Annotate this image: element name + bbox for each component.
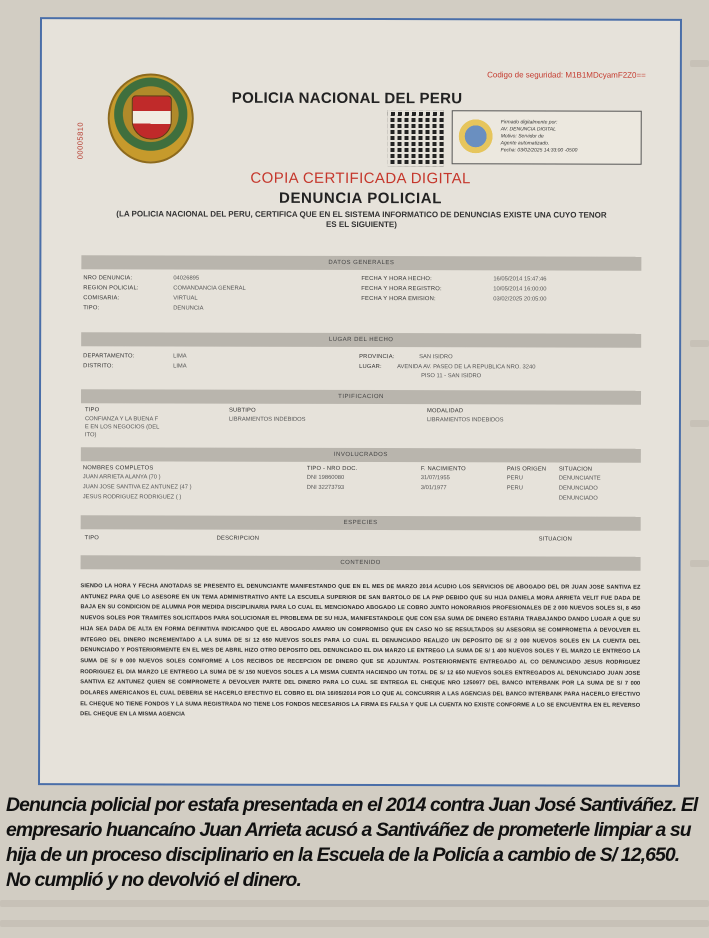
section-header: INVOLUCRADOS (81, 447, 641, 462)
field-label: DEPARTAMENTO: (83, 353, 135, 360)
table-cell: JUAN JOSE SANTIVA EZ ANTUNEZ (47 ) (82, 484, 192, 491)
field-label: TIPO: (83, 305, 100, 312)
field-value: PISO 11 - SAN ISIDRO (421, 373, 482, 380)
background-text-line (0, 920, 709, 927)
field-label: LUGAR: (359, 363, 382, 371)
field-value: E EN LOS NEGOCIOS (DEL (84, 424, 160, 431)
column-header: TIPO (84, 535, 99, 542)
photo-caption: Denuncia policial por estafa presentada en el 2014 contra Juan José Santiváñez. El empresario huancaíno Juan Arrieta acusó a Santiváñez de prometerle limpiar a su hija de un proceso disciplinario en la Escuela de la Policía a cambio de S/ 12,650. No cumplió y no devolvió el dinero. (6, 794, 698, 891)
field-value: SAN ISIDRO (419, 354, 453, 361)
column-header: SITUACION (538, 536, 573, 543)
certified-copy-label: COPIA CERTIFICADA DIGITAL (250, 169, 471, 188)
section-header: CONTENIDO (81, 555, 641, 570)
field-label: PROVINCIA: (359, 353, 395, 361)
document-title: DENUNCIA POLICIAL (279, 189, 443, 208)
field-label: FECHA Y HORA REGISTRO: (361, 286, 442, 293)
background-text-line (690, 560, 709, 567)
police-seal-icon (108, 73, 194, 163)
field-value: DENUNCIA (173, 305, 204, 312)
column-header: MODALIDAD (426, 408, 464, 415)
section-header: TIPIFICACION (81, 389, 641, 404)
column-header: F. NACIMIENTO (420, 466, 466, 473)
column-header: PAIS ORIGEN (506, 466, 547, 473)
table-cell: JUAN ARRIETA ALANYA (70 ) (82, 474, 161, 481)
table-cell: DENUNCIANTE (558, 475, 601, 482)
table-cell: 3/01/1977 (420, 485, 447, 492)
table-cell: 31/07/1955 (420, 475, 450, 482)
field-value: 10/05/2014 16:00:00 (493, 286, 547, 293)
table-cell: DENUNCIADO (558, 485, 598, 492)
field-value: CONFIANZA Y LA BUENA F (84, 416, 159, 423)
table-cell: DNI 32273793 (306, 484, 345, 491)
document-subtitle: (LA POLICIA NACIONAL DEL PERU, CERTIFICA QUE EN EL SISTEMA INFORMATICO DE DENUNCIAS EXISTE UNA CUYO TENOR ES EL SIGUIENTE) (116, 209, 607, 230)
signature-lines: Firmado digitalmente por: AV. DENUNCIA DIGITAL Motivo: Servidor de Agente automatizado. Fecha: 03/02/2025 14:33:00 -0500 (500, 119, 578, 154)
field-label: REGION POLICIAL: (83, 285, 139, 292)
field-value: LIMA (173, 353, 187, 360)
field-value: 03/02/2025 20:05:00 (493, 296, 547, 303)
field-label: NRO DENUNCIA: (83, 275, 133, 282)
column-header: SUBTIPO (228, 407, 256, 414)
section-header: DATOS GENERALES (81, 255, 641, 270)
shield-icon (132, 95, 172, 139)
background-text-line (690, 60, 709, 67)
report-content-text: SIENDO LA HORA Y FECHA ANOTADAS SE PRESENTO EL DENUNCIANTE MANIFESTANDO QUE EN EL MES DE MARZO 2014 ACUDIO LOS SERVICIOS DE ABOGADO DEL DR JUAN JOSE SANTIVA EZ ANTUNEZ PARA QUE LO ASESORE EN UN TEMA ADMINISTRATIVO ANTE LA ESCUELA SUPERIOR DE SAN BARTOLO DE LA PNP DEBIDO QUE SU HIJA DANIELA MORA ARRIETA VELIT FUE DADA DE BAJA EN SU CONDICION DE ALUMNA POR MEDIDA DISCIPLINARIA PARA LO CUAL EL MENCIONADO ABOGADO LE COBRO JUNTO HONORARIOS PROFESIONALES DE 2 000 NUEVOS SOLES SI, 8 450 NUEVOS SOLES POR TRAMITES SOLICITADOS PARA SOLUCIONAR EL PROBLEMA DE SU HIJA, MANIFESTANDOLE QUE CON ESA SUMA DE DINERO ESTARIA TRABAJANDO DANDO LUGAR A QUE SU HIJA SEA DADA DE ALTA EN FORMA DEFINITIVA INDICANDO QUE EL ABOGADO AMARIO UN COMPROMISO QUE EN CASO NO SE RESULTADOS SU ASESORIA SE COMPROMETIA A DEVOLVER EL INTEGRO DEL DINERO INCREMENTADO A LA SUMA DE S/ 12 650 NUEVOS SOLES PARA LO CUAL EL DENUNCIADO REALIZO UN DEPOSITO DE S/ 2 000 NUEVOS SOLES EN LA CUENTA DEL DENUNCIADO Y POSTERIORMENTE EN EL MES DE ABRIL HIZO OTRO DEPOSITO DEL DENUNCIADO EL DIA MARZO LE ENTREGO LA SUMA DE S/ 1 400 NUEVOS SOLES Y EL MARZO LE ENTREGO LA SUMA DE S/ 9 000 NUEVOS SOLES CONFORME A LOS RECIBOS DE RECEPCION DE DINERO QUE SE ADJUNTAN. POSTERIORMENTE ENTREGADO AL CO DENUNCIADO JESUS RODRIGUEZ RODRIGUEZ EL DIA MARZO LE ENTREGO LA SUMA DE S/ 150 NUEVOS SOLES A LA MISMA CUENTA HACIENDO UN TOTAL DE S/ 12 650 NUEVOS SOLES ENTREGADOS AL DENUNCIADO JUAN JOSE SANTIVA EZ ANTUNEZ QUIEN SE COMPROMETE A DEVOLVER PARTE DEL DINERO PARA LO CUAL SE ENTREGA EL CHEQUE NRO 1250977 DEL BANCO INTERBANK POR LA SUMA DE S/ 7 000 DOLARES AMERICANOS EL CUAL DEBERIA SE HACERLO EFECTIVO EL COBRO EL DIA 16/05/2014 POR LO QUE AL CONCURRIR A LAS AGENCIAS DEL BANCO INTERBANK PARA HACERLO EFECTIVO EL CHEQUE NO TIENE FONDOS Y LA SUMA REGISTRADA NO TIENE LOS FONDOS NECESARIOS LA FIRMA ES FALSA Y QUE LA CUENTA NO EXISTE CONFORME A LO SE ENCUENTRA EN EL REVERSO DEL CHEQUE EN LA MISMA AGENCIA (80, 583, 641, 718)
table-cell: PERU (506, 485, 523, 492)
table-cell: JESUS RODRIGUEZ RODRIGUEZ ( ) (82, 494, 182, 501)
field-value: VIRTUAL (173, 295, 198, 302)
field-value: 04026895 (173, 275, 200, 282)
field-label: DISTRITO: (83, 363, 114, 370)
field-value: COMANDANCIA GENERAL (173, 285, 246, 292)
column-header: TIPO (84, 407, 100, 414)
background-text-line (0, 900, 709, 907)
field-value: 16/05/2014 15:47:46 (493, 276, 547, 283)
field-label: FECHA Y HORA HECHO: (361, 276, 432, 283)
institution-title: POLICIA NACIONAL DEL PERU (231, 89, 463, 108)
field-value: AVENIDA AV. PASEO DE LA REPUBLICA NRO. 3240 (397, 364, 536, 371)
field-value: LIBRAMIENTOS INDEBIDOS (426, 417, 504, 424)
column-header: DESCRIPCION (216, 535, 260, 542)
table-cell: DNI 19860080 (306, 474, 345, 481)
table-cell: PERU (506, 475, 523, 482)
background-text-line (690, 420, 709, 427)
background-text-line (690, 340, 709, 347)
column-header: NOMBRES COMPLETOS (82, 465, 154, 472)
field-label: FECHA Y HORA EMISION: (361, 296, 436, 303)
field-value: LIMA (173, 363, 187, 370)
security-code: Codigo de seguridad: M1B1MDcyamF2Z0== (487, 70, 646, 80)
field-label: COMISARIA: (83, 295, 120, 302)
digital-signature-box (452, 110, 642, 164)
reference-number: 00005810 (75, 121, 85, 160)
signature-logo-icon (459, 119, 493, 153)
field-value: ITO) (84, 432, 97, 439)
field-value: LIBRAMIENTOS INDEBIDOS (228, 416, 306, 423)
qr-code-icon (388, 110, 444, 166)
section-header: LUGAR DEL HECHO (81, 332, 641, 347)
column-header: TIPO - NRO DOC. (306, 465, 358, 472)
police-report-document (38, 17, 682, 787)
table-cell: DENUNCIADO (558, 495, 598, 502)
column-header: SITUACION (558, 466, 593, 473)
section-header: ESPECIES (81, 515, 641, 530)
